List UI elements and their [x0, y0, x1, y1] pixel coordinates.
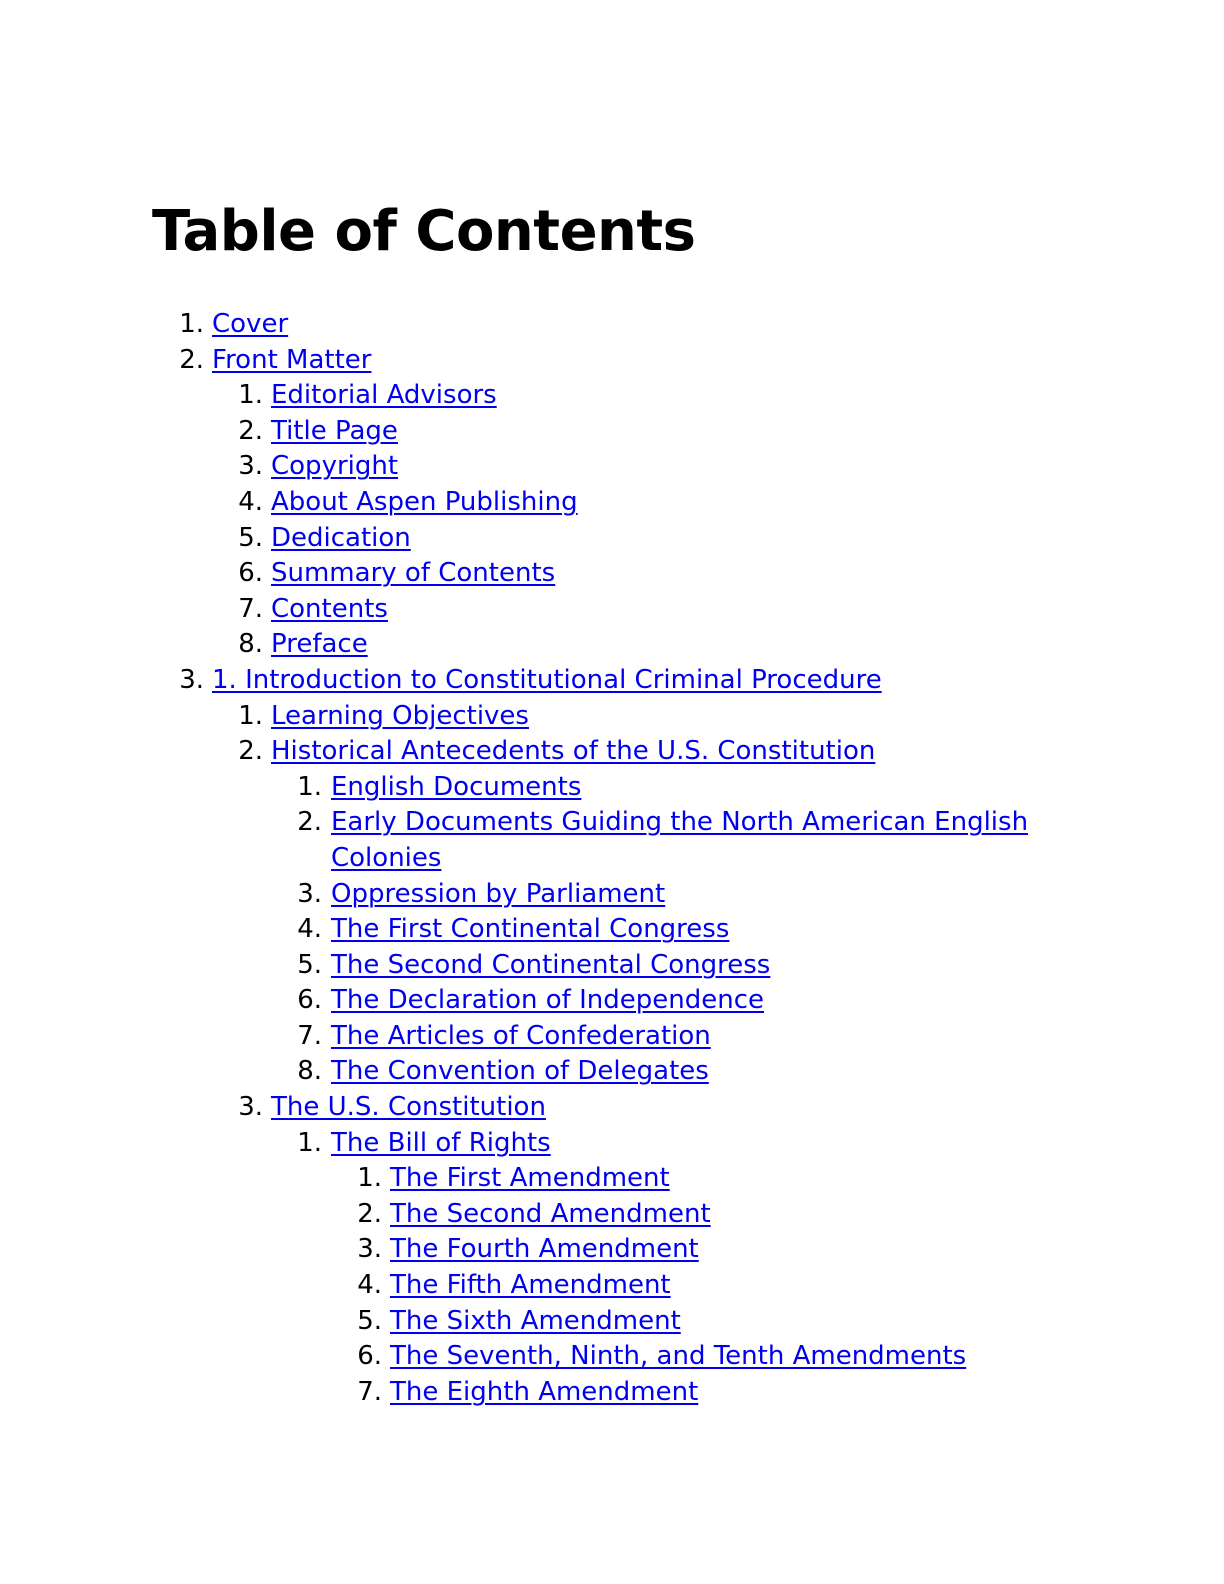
toc-link[interactable]: English Documents [331, 771, 582, 802]
toc-item [0, 378, 1224, 414]
toc-item-number: 7. [357, 1376, 382, 1407]
toc-item [0, 1126, 1224, 1162]
toc-item-number: 3. [238, 451, 263, 482]
toc-link[interactable]: Title Page [271, 415, 398, 446]
toc-item [0, 1197, 1224, 1233]
toc-item-number: 1. [297, 1127, 322, 1158]
toc-item-number: 4. [297, 914, 322, 945]
toc-link[interactable]: Historical Antecedents of the U.S. Constitution [271, 736, 876, 767]
toc-item-number: 7. [238, 593, 263, 624]
toc-item-number: 1. [357, 1163, 382, 1194]
toc-item-number: 2. [297, 807, 322, 838]
toc-item [0, 699, 1224, 735]
toc-link[interactable]: The First Continental Congress [331, 914, 730, 945]
toc-item-number: 1. [297, 771, 322, 802]
toc-item [0, 734, 1224, 770]
toc-link[interactable]: Copyright [271, 451, 399, 482]
toc-link[interactable]: The Sixth Amendment [390, 1305, 681, 1336]
toc-link[interactable]: Preface [271, 629, 368, 660]
page-title: Table of Contents [152, 199, 696, 264]
toc-link[interactable]: The Second Continental Congress [331, 949, 771, 980]
toc-link[interactable]: Early Documents Guiding the North American English [331, 807, 1029, 838]
toc-link[interactable]: Contents [271, 593, 388, 624]
toc-link[interactable]: The Bill of Rights [331, 1127, 551, 1158]
toc-item-number: 3. [357, 1234, 382, 1265]
toc-item-number: 2. [238, 736, 263, 767]
toc-item [0, 948, 1224, 984]
toc-list [0, 307, 1224, 1410]
toc-link[interactable]: The Fifth Amendment [390, 1270, 671, 1301]
toc-item-number: 6. [238, 558, 263, 589]
toc-link[interactable]: Front Matter [212, 344, 372, 375]
toc-link[interactable]: Cover [212, 309, 289, 339]
toc-link[interactable]: The Declaration of Independence [331, 985, 764, 1016]
toc-item [0, 449, 1224, 485]
toc-item-number: 1. [238, 380, 263, 411]
toc-item-number: 2. [238, 415, 263, 446]
toc-item-number: 8. [297, 1056, 322, 1087]
toc-item-number: 2. [179, 344, 204, 375]
toc-link[interactable]: The Eighth Amendment [390, 1376, 699, 1407]
toc-link[interactable]: Oppression by Parliament [331, 878, 666, 909]
toc-item-number: 3. [297, 878, 322, 909]
toc-item [0, 1054, 1224, 1090]
toc-item-number: 4. [238, 486, 263, 517]
toc-item [0, 983, 1224, 1019]
toc-item-number: 5. [357, 1305, 382, 1336]
toc-link[interactable]: 1. Introduction to Constitutional Criminal Procedure [212, 664, 882, 695]
toc-link[interactable]: The U.S. Constitution [271, 1092, 546, 1123]
toc-item [0, 414, 1224, 450]
toc-item [0, 592, 1224, 628]
toc-link[interactable]: About Aspen Publishing [271, 486, 578, 517]
toc-item [0, 307, 1224, 343]
toc-link[interactable]: Editorial Advisors [271, 380, 497, 411]
toc-item [0, 1268, 1224, 1304]
toc-link-continuation[interactable]: Colonies [331, 842, 442, 873]
toc-link[interactable]: Learning Objectives [271, 700, 529, 731]
toc-item [0, 556, 1224, 592]
toc-item [0, 1019, 1224, 1055]
toc-item-number: 5. [297, 949, 322, 980]
toc-item [0, 663, 1224, 699]
toc-item [0, 1304, 1224, 1340]
toc-item [0, 343, 1224, 379]
toc-item [0, 521, 1224, 557]
toc-item [0, 627, 1224, 663]
toc-item-number: 6. [297, 985, 322, 1016]
toc-link[interactable]: The Second Amendment [390, 1198, 711, 1229]
toc-item [0, 770, 1224, 806]
toc-item-number: 3. [238, 1092, 263, 1123]
toc-link[interactable]: The Seventh, Ninth, and Tenth Amendments [390, 1341, 967, 1372]
toc-item-number: 1. [238, 700, 263, 731]
toc-item [0, 1375, 1224, 1411]
toc-link[interactable]: Dedication [271, 522, 411, 553]
toc-item [0, 485, 1224, 521]
toc-link[interactable]: The First Amendment [390, 1163, 670, 1194]
toc-item [0, 1161, 1224, 1197]
toc-link[interactable]: The Convention of Delegates [331, 1056, 709, 1087]
toc-item [0, 1339, 1224, 1375]
toc-item-number: 4. [357, 1270, 382, 1301]
toc-item-number: 8. [238, 629, 263, 660]
toc-item-number: 2. [357, 1198, 382, 1229]
toc-item [0, 1232, 1224, 1268]
toc-item-continuation [0, 841, 1224, 877]
toc-item [0, 1090, 1224, 1126]
toc-link[interactable]: The Fourth Amendment [390, 1234, 699, 1265]
toc-item [0, 912, 1224, 948]
toc-item-number: 5. [238, 522, 263, 553]
toc-item-number: 7. [297, 1020, 322, 1051]
toc-link[interactable]: Summary of Contents [271, 558, 556, 589]
toc-item-number: 3. [179, 664, 204, 695]
toc-item [0, 877, 1224, 913]
toc-item-number: 1. [179, 309, 204, 339]
toc-link[interactable]: The Articles of Confederation [331, 1020, 711, 1051]
toc-item-number: 6. [357, 1341, 382, 1372]
toc-item [0, 805, 1224, 841]
